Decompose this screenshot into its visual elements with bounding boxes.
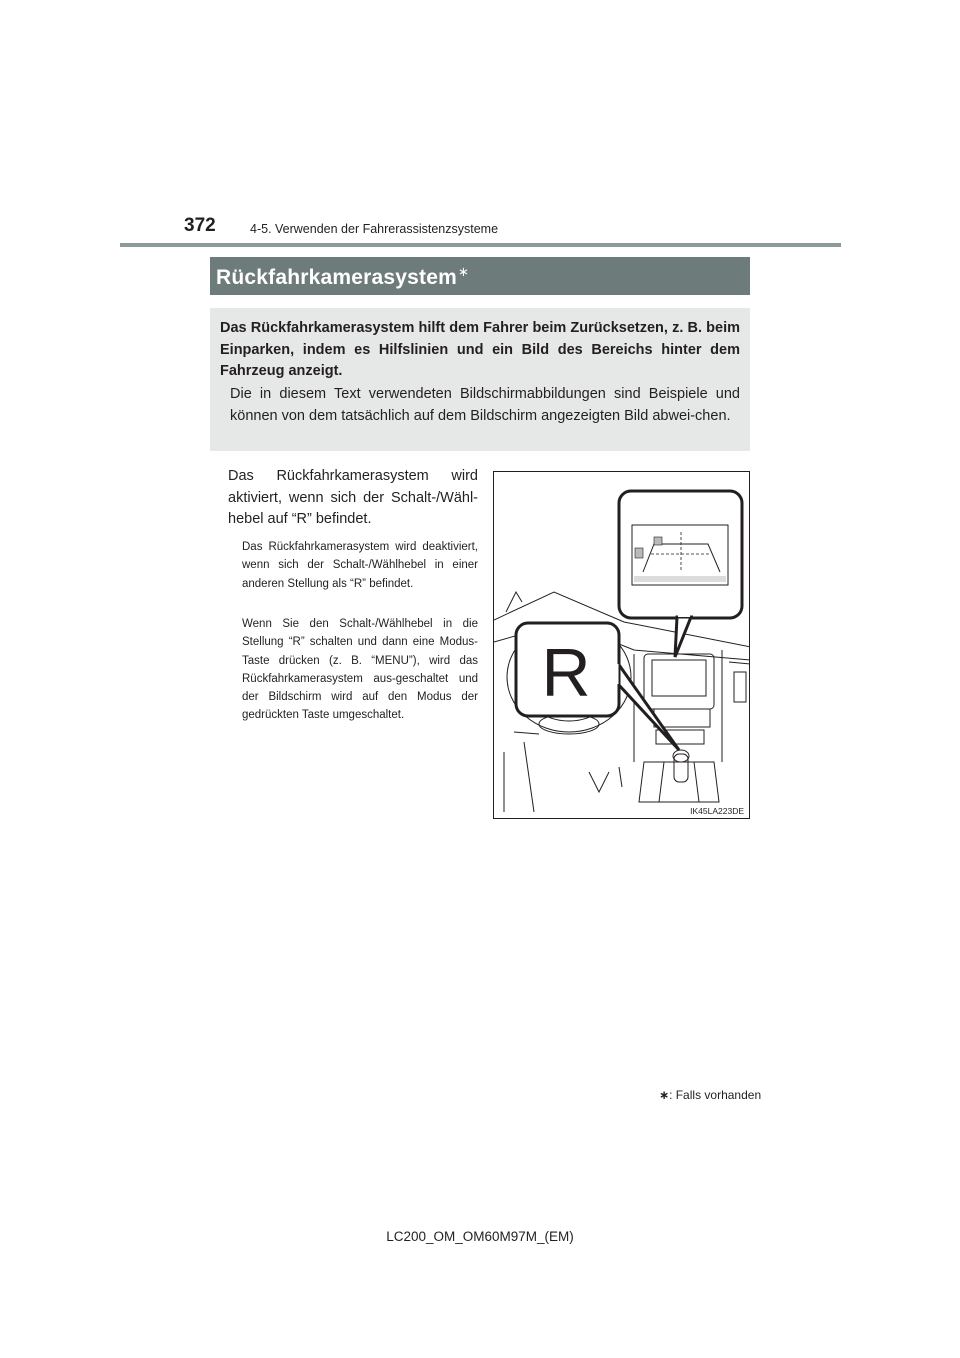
- intro-summary: Das Rückfahrkamerasystem hilft dem Fahrer beim Zurücksetzen, z. B. beim Einparken, indem es Hilfslinien und ein Bild des Bereichs hinter dem Fahrzeug anzeigt.: [220, 320, 740, 379]
- section-title: 4-5. Verwenden der Fahrerassistenzsysteme: [250, 222, 499, 236]
- title-bar: [210, 257, 750, 295]
- footnote: [659, 1088, 761, 1102]
- note-mode-button: Wenn Sie den Schalt-/Wählhebel in die Stellung “R” schalten und dann eine Modus-Taste drücken (z. B. “MENU”), wird das Rückfahrkamerasystem aus-geschaltet und der Bildschirm wird auf den Modus der gedrückten Taste umgeschaltet.: [242, 618, 478, 722]
- footnote-text: : Falls vorhanden: [669, 1088, 762, 1102]
- footnote-mark: ∗: [659, 1088, 670, 1102]
- intro-disclaimer: Die in diesem Text verwendeten Bildschirmabbildungen sind Beispiele und können von dem tatsächlich auf dem Bildschirm angezeigten Bild abwei-chen.: [230, 386, 740, 424]
- dashboard-illustration: [493, 471, 750, 819]
- optional-equipment-mark: ∗: [457, 264, 470, 279]
- document-code: LC200_OM_OM60M97M_(EM): [386, 1229, 574, 1244]
- intro-box: [210, 308, 750, 451]
- body-paragraph: Das Rückfahrkamerasystem wird aktiviert, wenn sich der Schalt-/Wähl-hebel auf “R” befindet.: [228, 468, 478, 527]
- header-rule: [120, 243, 841, 247]
- page-title: [216, 264, 469, 290]
- note-deactivation: Das Rückfahrkamerasystem wird deaktiviert, wenn sich der Schalt-/Wählhebel in einer anderen Stellung als “R” befindet.: [242, 541, 478, 590]
- gear-r-label: R: [541, 635, 591, 711]
- figure-code: IK45LA223DE: [690, 806, 744, 816]
- page-title-text: Rückfahrkamerasystem: [216, 266, 457, 289]
- dashboard-drawing: [494, 472, 750, 819]
- page-number: 372: [184, 215, 216, 236]
